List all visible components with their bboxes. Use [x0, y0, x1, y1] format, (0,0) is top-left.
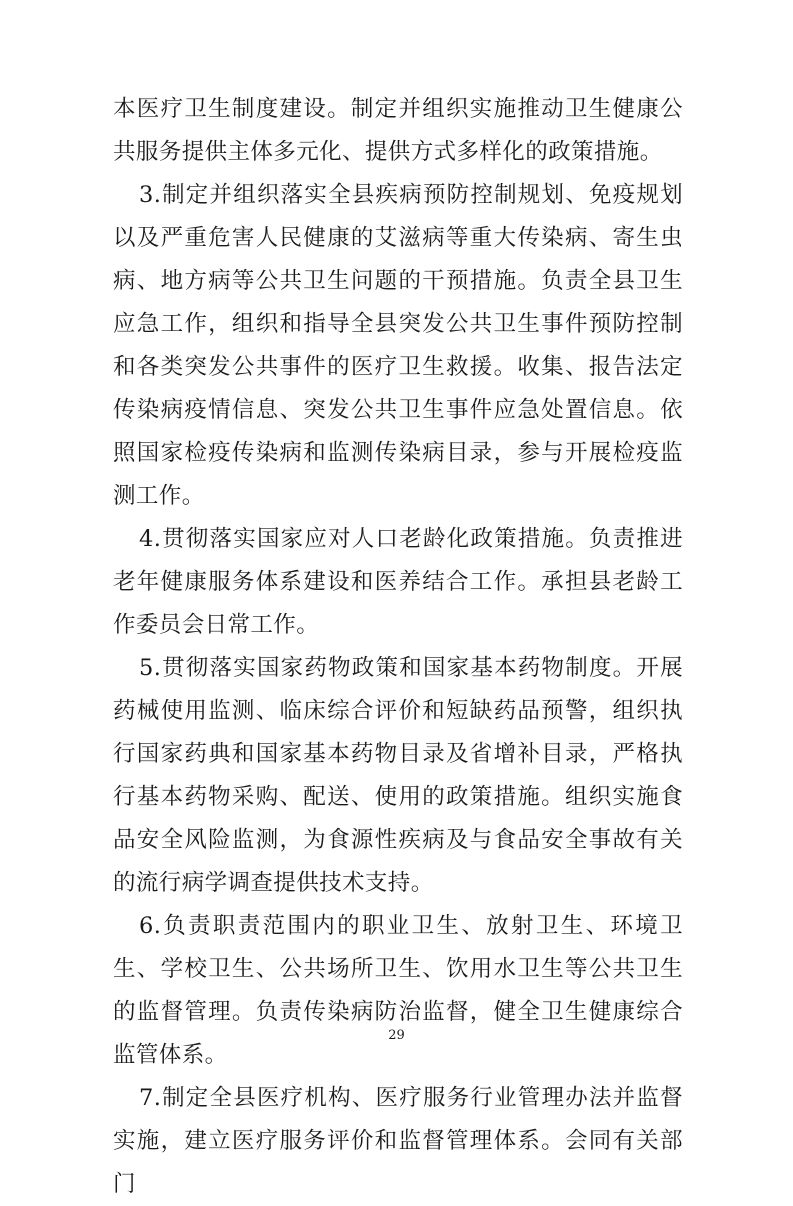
page-number: 29 — [388, 1028, 405, 1043]
paragraph-continuation: 本医疗卫生制度建设。制定并组织实施推动卫生健康公共服务提供主体多元化、提供方式多样化的政策措施。 — [113, 96, 683, 165]
paragraph-item-3: 3.制定并组织落实全县疾病预防控制规划、免疫规划以及严重危害人民健康的艾滋病等重大传染病、寄生虫病、地方病等公共卫生问题的干预措施。负责全县卫生应急工作，组织和指导全县突发公共卫生事件预防控制和各类突发公共事件的医疗卫生救援。收集、报告法定传染病疫情信息、突发公共卫生事件应急处置信息。依照国家检疫传染病和监测传染病目录，参与开展检疫监测工作。 — [113, 182, 683, 509]
paragraph-item-6: 6.负责职责范围内的职业卫生、放射卫生、环境卫生、学校卫生、公共场所卫生、饮用水卫生等公共卫生的监督管理。负责传染病防治监督，健全卫生健康综合监管体系。 — [113, 913, 683, 1068]
paragraph-item-7: 7.制定全县医疗机构、医疗服务行业管理办法并监督实施，建立医疗服务评价和监督管理体系。会同有关部门 — [113, 1085, 683, 1197]
paragraph-item-5: 5.贯彻落实国家药物政策和国家基本药物制度。开展药械使用监测、临床综合评价和短缺药品预警，组织执行国家药典和国家基本药物目录及省增补目录，严格执行基本药物采购、配送、使用的政策措施。组织实施食品安全风险监测，为食源性疾病及与食品安全事故有关的流行病学调查提供技术支持。 — [113, 655, 683, 896]
paragraph-item-4: 4.贯彻落实国家应对人口老龄化政策措施。负责推进老年健康服务体系建设和医养结合工作。承担县老龄工作委员会日常工作。 — [113, 526, 683, 638]
